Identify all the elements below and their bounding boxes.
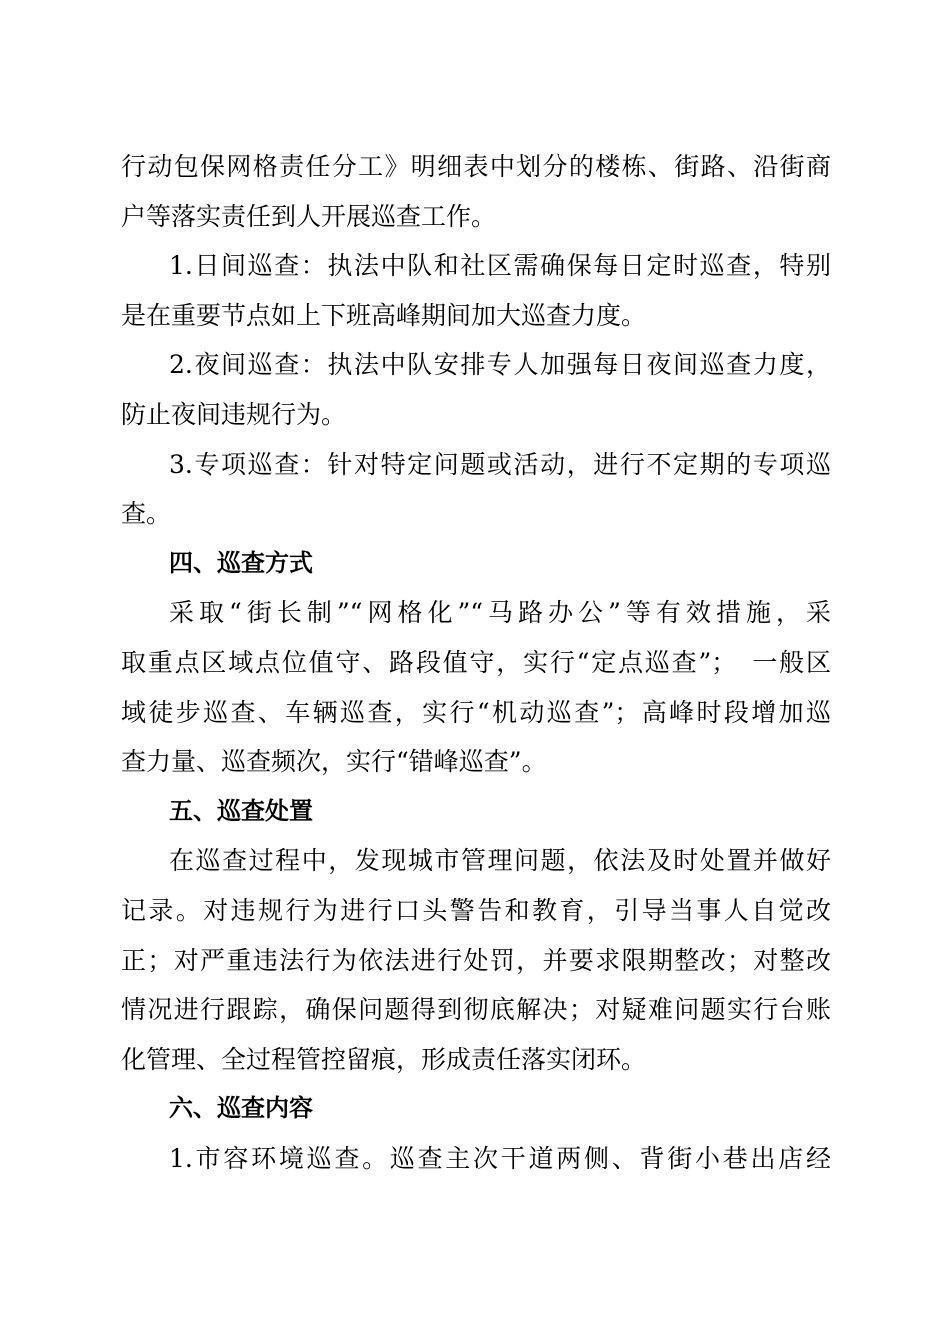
paragraph-line: 行动包保网格责任分工》明细表中划分的楼栋、街路、沿街商 bbox=[121, 152, 831, 181]
section-heading-6: 六、巡查内容 bbox=[169, 1094, 313, 1123]
paragraph-line: 在巡查过程中，发现城市管理问题，依法及时处置并做好 bbox=[169, 846, 831, 876]
nighttime-patrol-line: 2.夜间巡查：执法中队安排专人加强每日夜间巡查力度， bbox=[169, 350, 831, 380]
body-text bbox=[121, 142, 831, 1183]
paragraph-line: 取重点区域点位值守、路段值守，实行“定点巡查”； 一般区 bbox=[121, 647, 831, 677]
section-heading-5: 五、巡查处置 bbox=[169, 796, 313, 825]
paragraph-line: 正；对严重违法行为依法进行处罚，并要求限期整改；对整改 bbox=[121, 945, 831, 975]
paragraph-line: 记录。对违规行为进行口头警告和教育，引导当事人自觉改 bbox=[121, 895, 831, 925]
section-heading-4: 四、巡查方式 bbox=[169, 548, 313, 577]
paragraph-line: 户等落实责任到人开展巡查工作。 bbox=[121, 201, 497, 231]
paragraph-line: 情况进行跟踪，确保问题得到彻底解决；对疑难问题实行台账 bbox=[121, 995, 831, 1025]
paragraph-line: 化管理、全过程管控留痕，形成责任落实闭环。 bbox=[121, 1044, 647, 1074]
special-patrol-line: 3.专项巡查：针对特定问题或活动，进行不定期的专项巡 bbox=[169, 449, 831, 479]
paragraph-line: 采取“街长制”“网格化”“马路办公”等有效措施，采 bbox=[169, 598, 831, 628]
paragraph-line: 是在重要节点如上下班高峰期间加大巡查力度。 bbox=[121, 300, 647, 330]
paragraph-line: 1.市容环境巡查。巡查主次干道两侧、背街小巷出店经 bbox=[169, 1143, 831, 1173]
paragraph-line: 查力量、巡查频次，实行“错峰巡查”。 bbox=[121, 747, 547, 777]
daytime-patrol-line: 1.日间巡查：执法中队和社区需确保每日定时巡查，特别 bbox=[169, 251, 831, 281]
paragraph-line: 域徒步巡查、车辆巡查，实行“机动巡查”；高峰时段增加巡 bbox=[121, 697, 831, 727]
paragraph-line: 查。 bbox=[121, 499, 172, 529]
paragraph-line: 防止夜间违规行为。 bbox=[121, 399, 347, 429]
